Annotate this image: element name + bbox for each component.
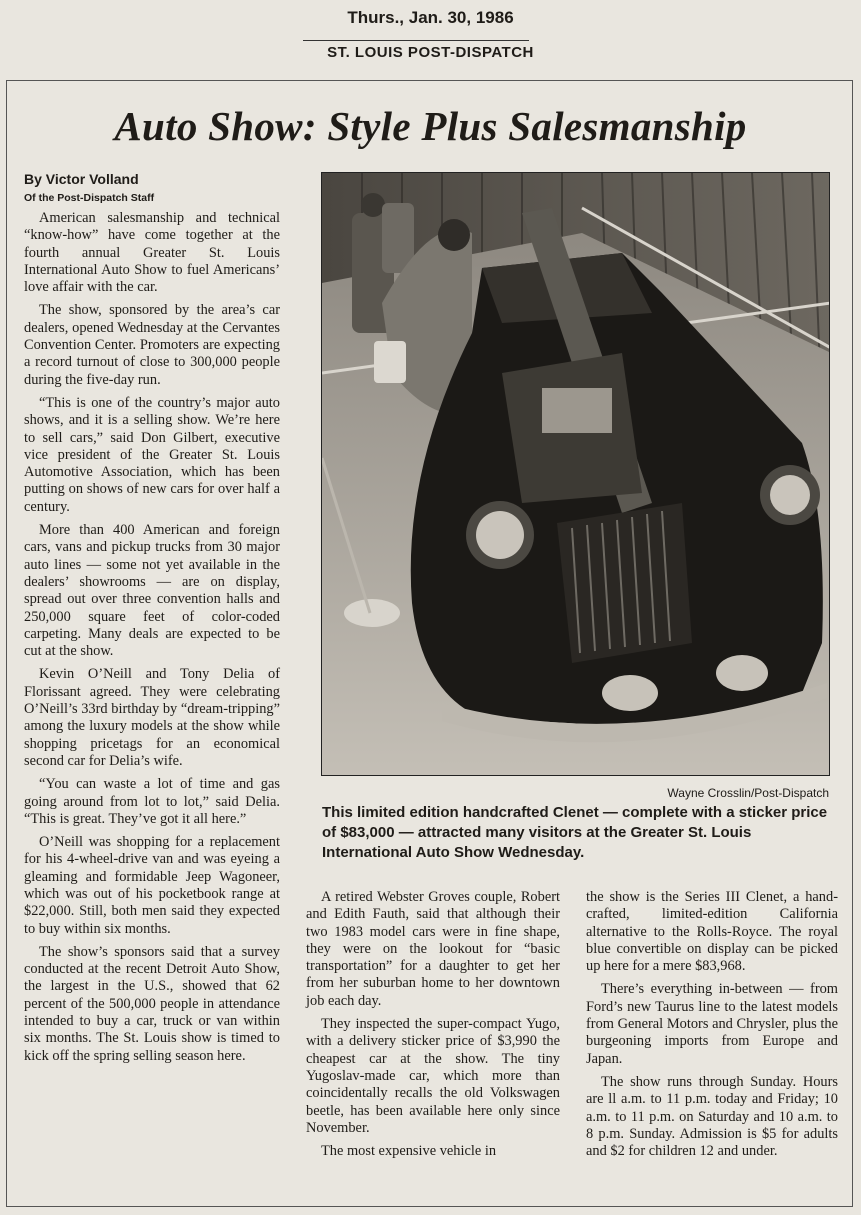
car-photo-illustration <box>322 173 830 776</box>
paragraph: O’Neill was shopping for a replacement for his 4-wheel-drive van and was eyeing a gleaming and formidable Jeep Wagoneer, which was out of his pocketbook range at $22,000. Still, both men said they expected to buy within six months. <box>24 834 280 937</box>
paragraph: Kevin O’Neill and Tony Delia of Florissant agreed. They were celebrating O’Neill’s 33rd birthday by “dream-tripping” among the luxury models at the show while shopping pricetags for an economical second car for Delia’s wife. <box>24 666 280 769</box>
article-column-1 <box>24 210 280 1071</box>
masthead-rule <box>303 40 529 41</box>
newspaper-name: ST. LOUIS POST-DISPATCH <box>327 44 534 61</box>
car-photo <box>321 172 830 776</box>
paragraph: There’s everything in-between — from Ford’s new Taurus line to the latest models from General Motors and Chrysler, plus the burgeoning imports from Europe and Japan. <box>586 981 838 1067</box>
paragraph: The most expensive vehicle in <box>321 1143 497 1160</box>
paragraph: A retired Webster Groves couple, Robert and Edith Fauth, said that although their two 1983 model cars were in fine shape, they were on the lookout for “basic transportation” for a daughter to get her from her suburban home to her downtown job each day. <box>306 889 560 1009</box>
paragraph: The show’s sponsors said that a survey conducted at the recent Detroit Auto Show, the largest in the U.S., showed that 62 percent of the 500,000 people in attendance intended to buy a car, truck or van within six months. The St. Louis show is timed to kick off the spring selling season here. <box>24 943 280 1064</box>
photo-caption: This limited edition handcrafted Clenet — complete with a sticker price of $83,000 — attracted many visitors at the Greater St. Louis International Auto Show Wednesday. <box>322 804 828 861</box>
paragraph: More than 400 American and foreign cars, vans and pickup trucks from 30 major auto lines — some not yet available in the dealers’ showrooms — are on display, spread out over three convention halls and 250,000 square feet of color-coded carpeting. Many deals are expected to be cut at the show. <box>24 522 280 660</box>
paragraph: “You can waste a lot of time and gas going around from lot to lot,” said Delia. “This is great. They’ve got it all here.” <box>24 776 280 827</box>
paragraph: They inspected the super-compact Yugo, with a delivery sticker price of $3,990 the cheapest car at the show. The tiny Yugoslav-made car, which more than coincidentally recalls the old Volkswagen beetle, has been available here only since November. <box>306 1016 560 1136</box>
paragraph: “This is one of the country’s major auto shows, and it is a selling show. We’re here to sell cars,” said Don Gilbert, executive vice president of the Greater St. Louis Automotive Association, which has been putting on shows of new cars for over half a century. <box>24 394 280 515</box>
paragraph: the show is the Series III Clenet, a hand-crafted, limited-edition California alternative to the Rolls-Royce. The royal blue convertible on display can be picked up here for a mere $83,968. <box>586 889 838 975</box>
headline: Auto Show: Style Plus Salesmanship <box>114 103 747 149</box>
article-column-2 <box>306 889 560 1166</box>
staff-line: Of the Post-Dispatch Staff <box>24 192 155 204</box>
dateline: Thurs., Jan. 30, 1986 <box>347 8 514 27</box>
photo-credit: Wayne Crosslin/Post-Dispatch <box>667 786 829 800</box>
paragraph: American salesmanship and technical “know-how” have come together at the fourth annual Greater St. Louis International Auto Show to fuel Americans’ love affair with the car. <box>24 210 280 296</box>
article-column-3 <box>586 889 838 1166</box>
byline: By Victor Volland <box>24 171 139 187</box>
paragraph: The show runs through Sunday. Hours are ll a.m. to 11 p.m. today and Friday; 10 a.m. to 11 p.m. on Saturday and 10 a.m. to 8 p.m. Sunday. Admission is $5 for adults and $2 for children 12 and under. <box>586 1073 838 1160</box>
paragraph: The show, sponsored by the area’s car dealers, opened Wednesday at the Cervantes Convention Center. Promoters are expecting a record turnout of close to 300,000 people during the five-day run. <box>24 302 280 388</box>
